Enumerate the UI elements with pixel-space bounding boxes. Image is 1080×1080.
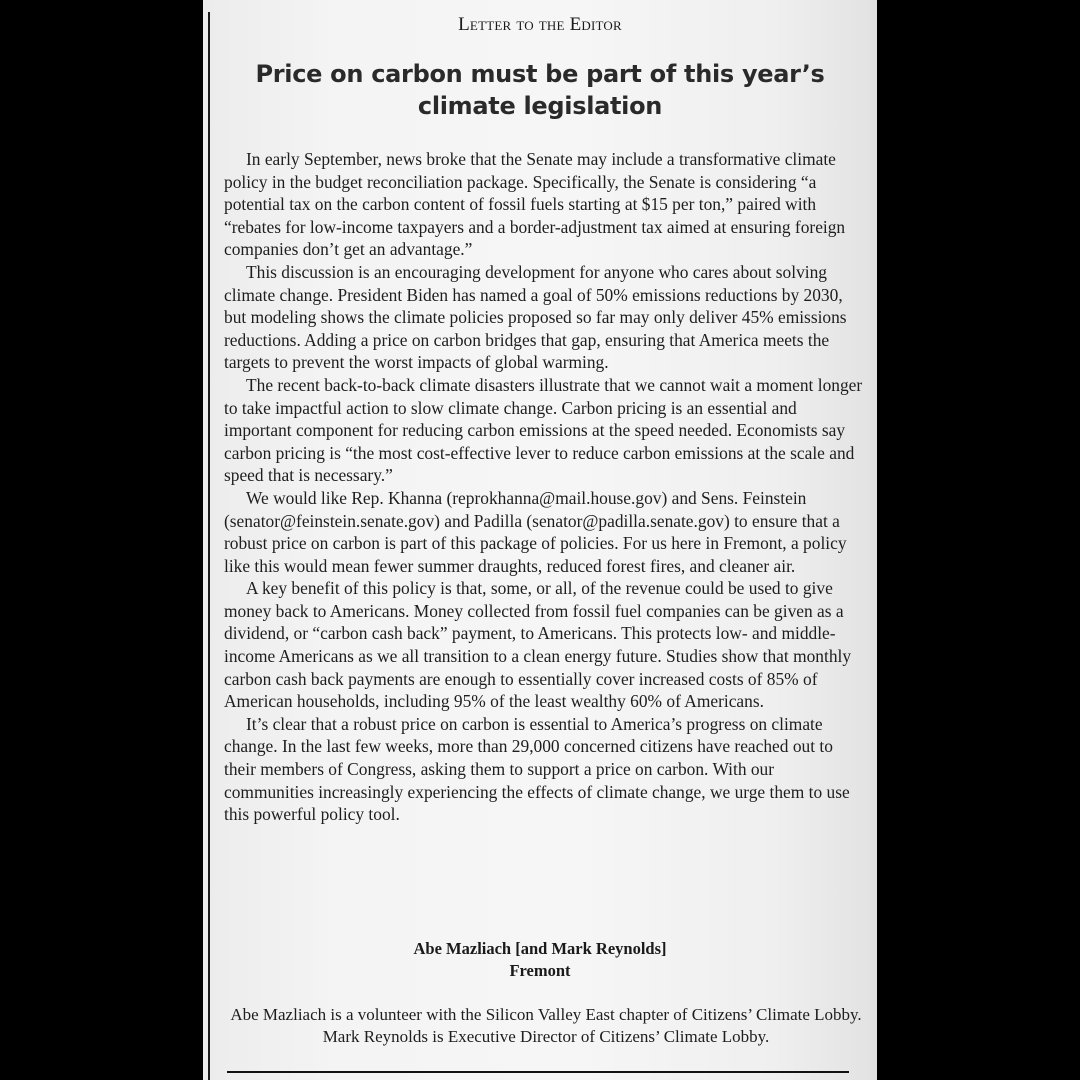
paragraph-3: The recent back-to-back climate disasters illustrate that we cannot wait a moment longer to take impactful action to slow climate change. Carbon pricing is an essential and important component for reducing carbon emissions at the speed needed. Economists say carbon pricing is “the most cost-effective lever to reduce carbon emissions at the scale and speed that is necessary.” bbox=[224, 374, 863, 486]
signature-block bbox=[203, 938, 877, 982]
paragraph-6: It’s clear that a robust price on carbon is essential to America’s progress on climate change. In the last few weeks, more than 29,000 concerned citizens have reached out to their members of Congress, asking them to support a price on carbon. With our communities increasingly experiencing the effects of climate change, we urge them to use this powerful policy tool. bbox=[224, 713, 850, 825]
signature-city: Fremont bbox=[509, 961, 571, 980]
bottom-rule bbox=[227, 1071, 849, 1073]
paragraph-1: In early September, news broke that the Senate may include a transformative climate policy in the budget reconciliation package. Specifically, the Senate is considering “a potential tax on the carbon content of fossil fuels starting at $15 per ton,” paired with “rebates for low-income taxpayers and a border-adjustment tax aimed at ensuring foreign companies don’t get an advantage.” bbox=[224, 149, 846, 260]
author-bio: Abe Mazliach is a volunteer with the Silicon Valley East chapter of Citizens’ Climate Lobby. Mark Reynolds is Executive Director of Citizens’ Climate Lobby. bbox=[230, 1005, 862, 1046]
signature-name: Abe Mazliach [and Mark Reynolds] bbox=[413, 939, 667, 958]
newspaper-clipping bbox=[203, 0, 877, 1080]
letter-body bbox=[224, 148, 866, 826]
headline-line-2: climate legislation bbox=[417, 92, 663, 120]
left-column-rule bbox=[208, 12, 210, 1080]
headline bbox=[203, 58, 877, 122]
paragraph-5: A key benefit of this policy is that, some, or all, of the revenue could be used to give money back to Americans. Money collected from fossil fuel companies can be given as a dividend, or “carbon cash back” payment, to Americans. This protects low- and middle-income Americans as we all transition to a clean energy future. Studies show that monthly carbon cash back payments are enough to essentially cover increased costs of 85% of American households, including 95% of the least wealthy 60% of Americans. bbox=[224, 578, 852, 712]
paragraph-2: This discussion is an encouraging development for anyone who cares about solving climate change. President Biden has named a goal of 50% emissions reductions by 2030, but modeling shows the climate policies proposed so far may only deliver 45% emissions reductions. Adding a price on carbon bridges that gap, ensuring that America meets the targets to prevent the worst impacts of global warming. bbox=[224, 261, 847, 373]
paragraph-4: We would like Rep. Khanna (reprokhanna@mail.house.gov) and Sens. Feinstein (senator@feinstein.senate.gov) and Padilla (senator@padilla.senate.gov) to ensure that a robust price on carbon is part of this package of policies. For us here in Fremont, a policy like this would mean fewer summer draughts, reduced forest fires, and cleaner air. bbox=[224, 487, 847, 576]
headline-line-1: Price on carbon must be part of this year’s bbox=[255, 60, 825, 88]
section-kicker: Letter to the Editor bbox=[458, 14, 622, 35]
